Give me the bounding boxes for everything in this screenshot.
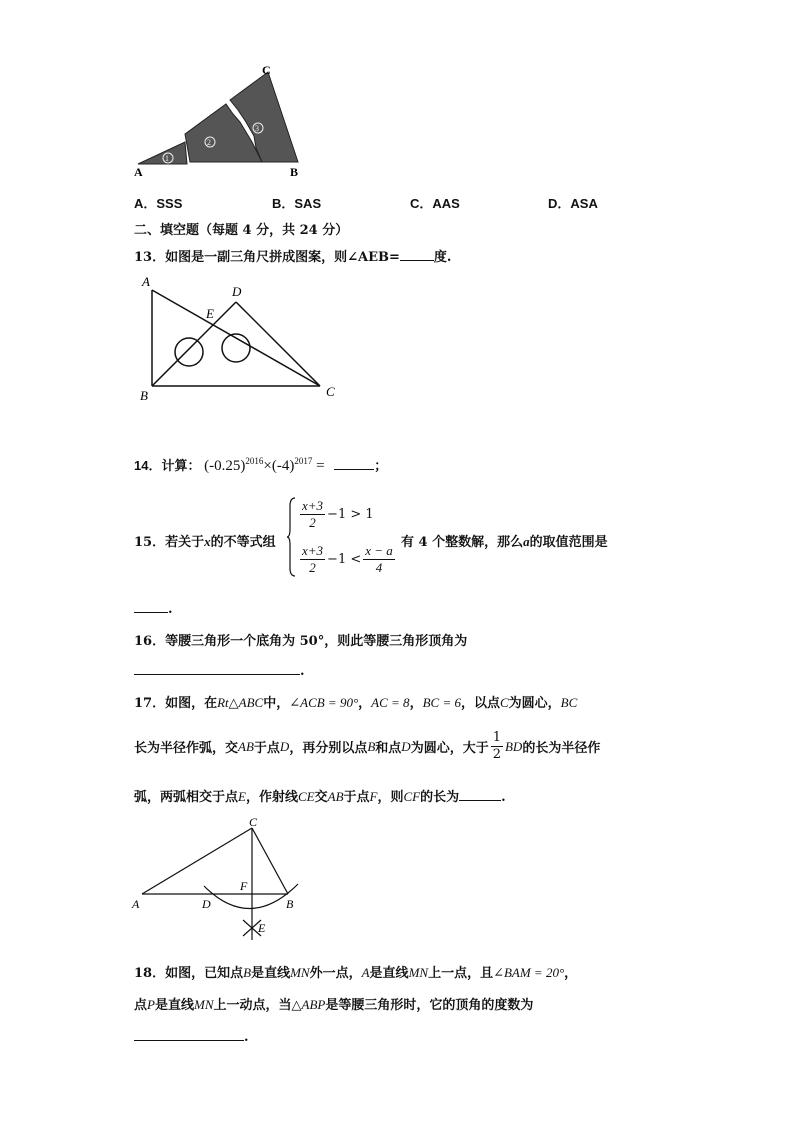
question-15-answer: . (134, 600, 173, 617)
question-18-line-2: 点P是直线MN上一动点，当△ABP是等腰三角形时，它的顶角的度数为 (134, 997, 534, 1013)
question-18-line-1: 18．如图，已知点B是直线MN外一点，A是直线MN上一点，且∠BAM = 20°， (134, 965, 578, 981)
label-d: D (202, 897, 211, 911)
question-15: 15．若关于x的不等式组 (134, 534, 276, 550)
question-17-line-2: 长为半径作弧，交 AB 于点 D ，再分别以点 B 和点 D 为圆心，大于 $\frac{1}{2}$ BD 的长为半径作 (134, 730, 601, 762)
question-17-line-1: 17．如图，在Rt△ABC中，∠ACB = 90°，AC = 8，BC = 6，以点C为圆心，BC (134, 695, 578, 711)
edge-dc (236, 302, 320, 386)
question-13: 13．如图是一副三角尺拼成图案，则∠AEB= 度. (134, 250, 452, 265)
question-15-tail: 有 4 个整数解，那么a的取值范围是 (401, 534, 608, 550)
option-d[interactable]: D．ASA (548, 196, 598, 211)
answer-blank-17[interactable] (459, 788, 501, 801)
vertex-a-label: A (134, 165, 143, 179)
label-a: A (142, 274, 150, 289)
figure-broken-triangle (130, 62, 310, 182)
piece-2-label: 2 (207, 138, 211, 147)
figure-set-squares (134, 272, 344, 407)
label-e: E (206, 306, 214, 321)
answer-blank-13[interactable] (400, 248, 434, 261)
label-b: B (286, 897, 294, 911)
piece-1 (138, 142, 187, 164)
question-14: 14．计算： $(-0.25)^{2016}\times(-4)^{2017}$ = ； (134, 456, 388, 474)
label-b: B (140, 388, 148, 403)
option-a[interactable]: A．SSS (134, 196, 183, 211)
question-16-answer: . (134, 662, 305, 679)
label-f: F (240, 879, 248, 893)
answer-blank-16[interactable] (134, 662, 300, 675)
edge-ac (152, 290, 320, 386)
edge-cb (252, 828, 288, 894)
label-c: C (326, 384, 335, 399)
figure-right-triangle-construction (128, 814, 308, 942)
label-d: D (232, 284, 242, 299)
hole-left (175, 338, 203, 366)
inequality-2: $\frac{x+3}{2}$ −1 < $\frac{x - a}{4}$ (302, 543, 393, 575)
edge-ac (142, 828, 252, 894)
label-a: A (132, 897, 140, 911)
inequality-1: $\frac{x+3}{2}$ −1 > 1 (302, 498, 374, 530)
answer-blank-18[interactable] (134, 1028, 244, 1041)
vertex-b-label: B (290, 165, 299, 179)
label-e: E (258, 921, 266, 935)
option-b[interactable]: B．SAS (272, 196, 322, 211)
label-c: C (249, 815, 258, 829)
expression-14: $(-0.25)^{2016}\times(-4)^{2017}$ = (204, 456, 325, 474)
option-c[interactable]: C．AAS (410, 196, 460, 211)
piece-3-label: 3 (255, 124, 259, 133)
vertex-c-label: C (262, 63, 271, 77)
answer-blank-14[interactable] (334, 457, 374, 470)
answer-blank-15[interactable] (134, 600, 168, 613)
question-18-answer: . (134, 1028, 249, 1045)
brace (287, 496, 297, 578)
section-heading: 二、填空题（每题 4 分，共 24 分） (134, 223, 349, 238)
question-16: 16．等腰三角形一个底角为 50°，则此等腰三角形顶角为 (134, 634, 468, 649)
piece-1-label: 1 (165, 154, 169, 163)
question-17-line-3: 弧，两弧相交于点E，作射线CE交AB于点F，则CF的长为 . (134, 789, 506, 805)
